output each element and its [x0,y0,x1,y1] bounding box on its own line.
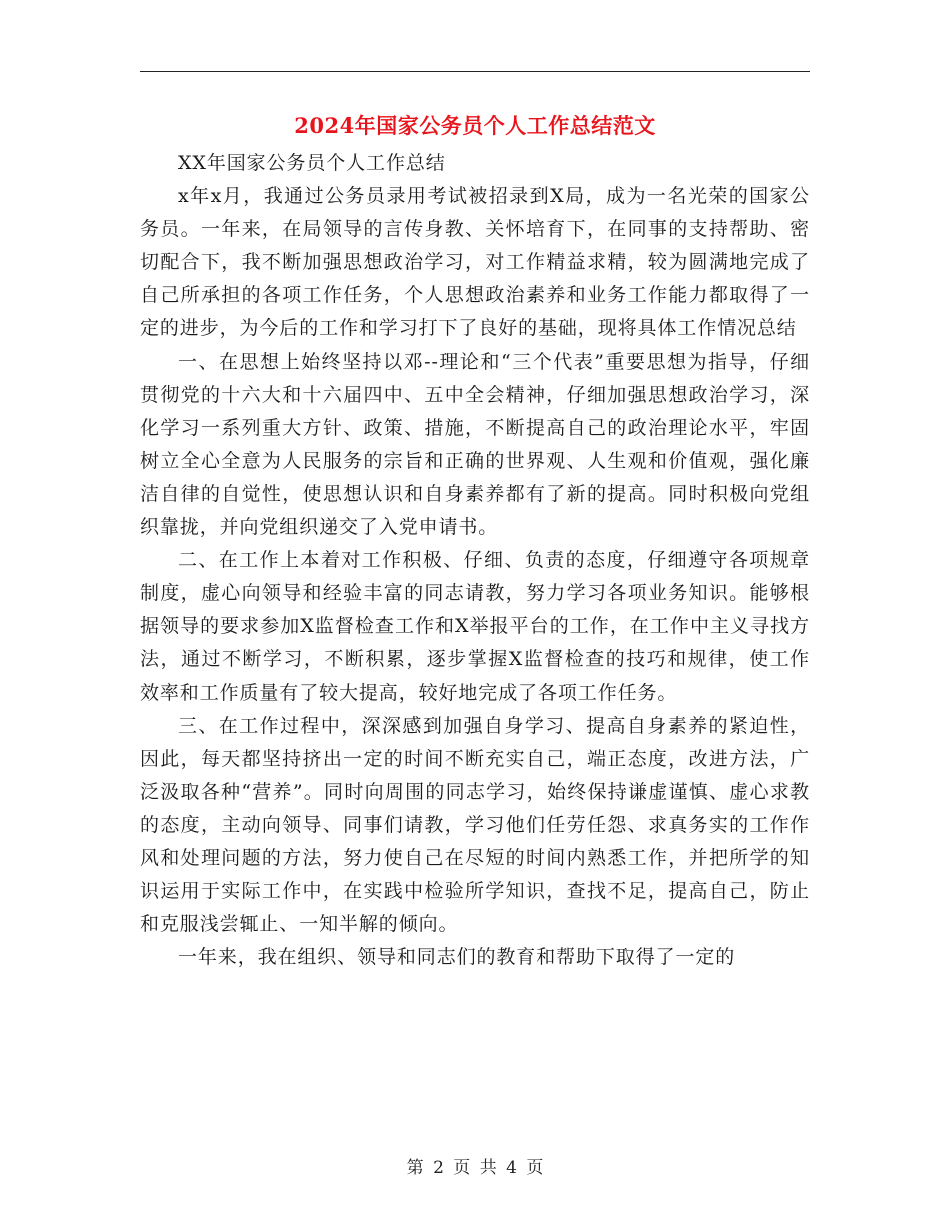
body-paragraph: 三、在工作过程中，深深感到加强自身学习、提高自身素养的紧迫性，因此，每天都坚持挤出一定的时间不断充实自己，端正态度，改进方法，广泛汲取各种“营养”。同时向周围的同志学习，始终保持谦虚谨慎、虚心求教的态度，主动向领导、同事们请教，学习他们任劳任怨、求真务实的工作作风和处理问题的方法，努力使自己在尽短的时间内熟悉工作，并把所学的知识运用于实际工作中，在实践中检验所学知识，查找不足，提高自己，防止和克服浅尝辄止、一知半解的倾向。 [140,714,810,936]
document-title: 2024年国家公务员个人工作总结范文 [294,113,656,138]
body-paragraph: 二、在工作上本着对工作积极、仔细、负责的态度，仔细遵守各项规章制度，虚心向领导和经验丰富的同志请教，努力学习各项业务知识。能够根据领导的要求参加X监督检查工作和X举报平台的工作，在工作中主义寻找方法，通过不断学习，不断积累，逐步掌握X监督检查的技巧和规律，使工作效率和工作质量有了较大提高，较好地完成了各项工作任务。 [140,549,810,704]
header-rule [140,71,810,72]
body-paragraph: 一年来，我在组织、领导和同志们的教育和帮助下取得了一定的 [178,946,736,969]
body-paragraph: x年x月，我通过公务员录用考试被招录到X局，成为一名光荣的国家公务员。一年来，在局领导的言传身教、关怀培育下，在同事的支持帮助、密切配合下，我不断加强思想政治学习，对工作精益求精，较为圆满地完成了自己所承担的各项工作任务，个人思想政治素养和业务工作能力都取得了一定的进步，为今后的工作和学习打下了良好的基础，现将具体工作情况总结 [140,185,810,340]
body-paragraph: XX年国家公务员个人工作总结 [178,152,446,174]
document-body [140,147,810,974]
page-number: 第 2 页 共 4 页 [406,1158,544,1178]
body-paragraph: 一、在思想上始终坚持以邓--理论和“三个代表”重要思想为指导，仔细贯彻党的十六大和十六届四中、五中全会精神，仔细加强思想政治学习，深化学习一系列重大方针、政策、措施，不断提高自己的政治理论水平，牢固树立全心全意为人民服务的宗旨和正确的世界观、人生观和价值观，强化廉洁自律的自觉性，使思想认识和自身素养都有了新的提高。同时积极向党组织靠拢，并向党组织递交了入党申请书。 [140,350,810,539]
